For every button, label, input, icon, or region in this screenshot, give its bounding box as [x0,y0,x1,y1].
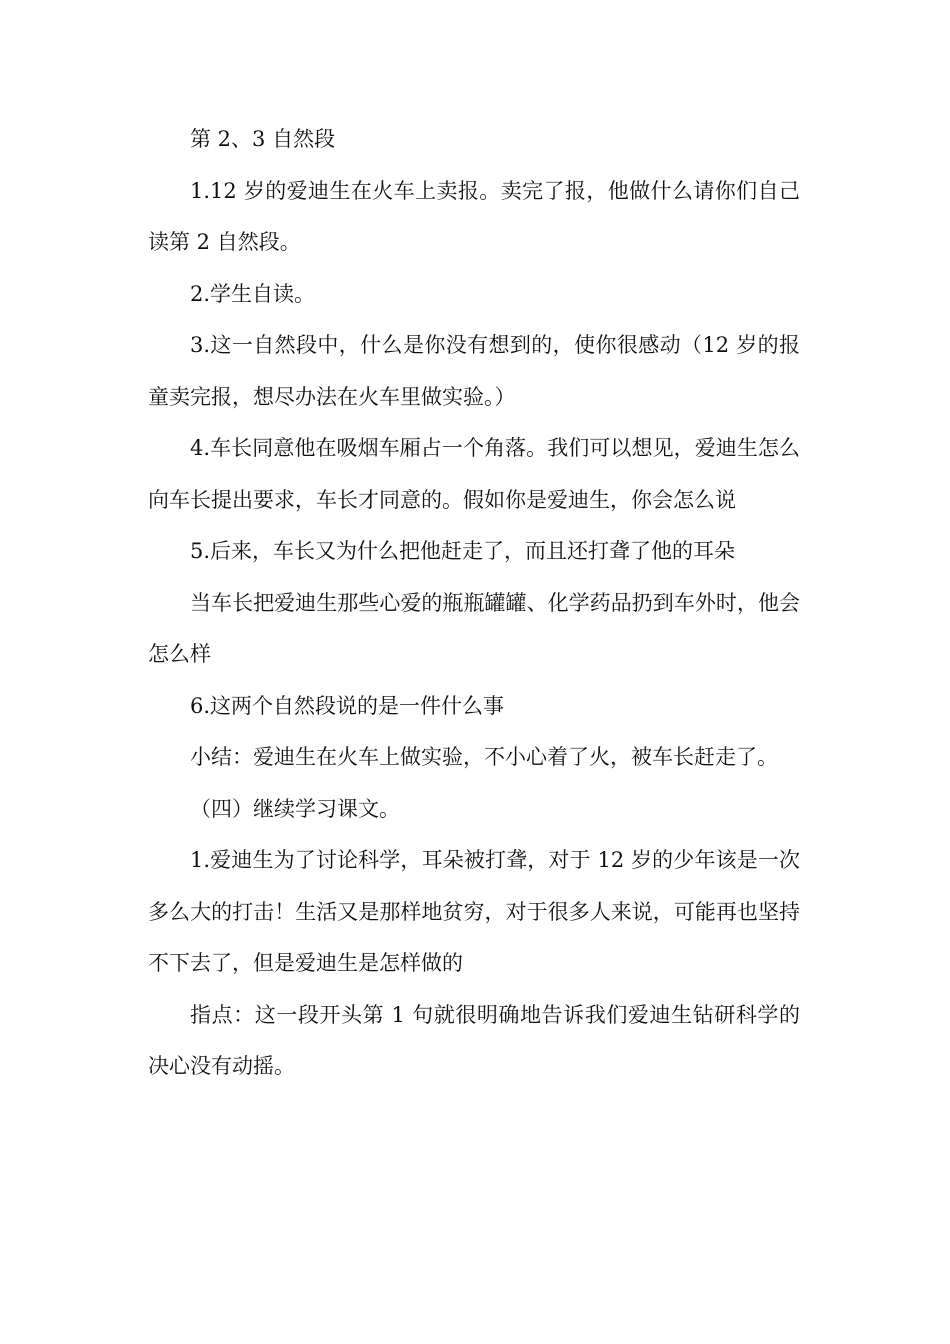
section-heading: 第 2、3 自然段 [190,127,336,151]
paragraph: 6.这两个自然段说的是一件什么事 [190,693,505,718]
guidance-paragraph: 指点：这一段开头第 1 句就很明确地告诉我们爱迪生钻研科学的决心没有动摇。 [148,1002,800,1078]
paragraph: 1.12 岁的爱迪生在火车上卖报。卖完了报，他做什么请你们自己读第 2 自然段。 [148,178,800,254]
paragraph: 5.后来，车长又为什么把他赶走了，而且还打聋了他的耳朵 [190,539,736,563]
summary-paragraph: 小结：爱迪生在火车上做实验，不小心着了火，被车长赶走了。 [190,745,778,769]
paragraph: 2.学生自读。 [190,281,316,306]
paragraph: 当车长把爱迪生那些心爱的瓶瓶罐罐、化学药品扔到车外时，他会怎么样 [148,590,800,666]
document-body [148,114,800,1093]
paragraph: 3.这一自然段中，什么是你没有想到的，使你很感动（12 岁的报童卖完报，想尽办法在火车里做实验。） [148,333,800,409]
section-heading: （四）继续学习课文。 [190,796,400,821]
paragraph: 4.车长同意他在吸烟车厢占一个角落。我们可以想见，爱迪生怎么向车长提出要求，车长才同意的。假如你是爱迪生，你会怎么说 [148,436,800,512]
paragraph: 1.爱迪生为了讨论科学，耳朵被打聋，对于 12 岁的少年该是一次多么大的打击！生活又是那样地贫穷，对于很多人来说，可能再也坚持不下去了，但是爱迪生是怎样做的 [148,848,800,975]
